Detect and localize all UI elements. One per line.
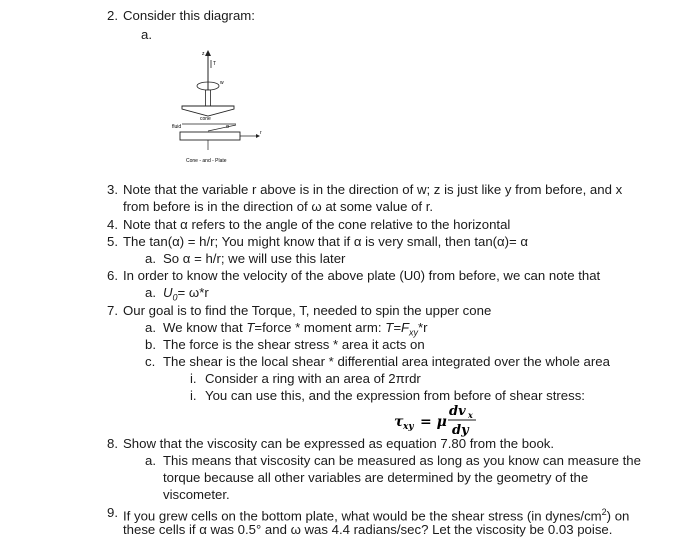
item-number-8: 8.: [107, 436, 118, 451]
diagram-r-label: r: [260, 130, 262, 136]
item-letter-7a: a.: [145, 320, 156, 335]
shaft: [206, 90, 211, 106]
item-number-7: 7.: [107, 303, 118, 318]
q7a-part6: *r: [418, 320, 428, 335]
velocity-symbol: U: [163, 285, 173, 300]
q7a-part2: T: [246, 320, 255, 335]
eq-numerator: dv: [449, 404, 466, 419]
eq-denominator: dy: [452, 423, 469, 438]
q7a-part1: We know that: [163, 320, 247, 335]
eq-tau: τ: [394, 414, 404, 430]
diagram-caption: Cone - and - Plate: [186, 158, 227, 164]
item-roman-7ci: i.: [190, 371, 197, 386]
q7a-part4: T=F: [385, 320, 410, 335]
item-roman-7cii: i.: [190, 388, 197, 403]
q9-superscript: 2: [601, 507, 607, 517]
item-number-9: 9.: [107, 505, 118, 520]
item-letter-2a: a.: [141, 27, 152, 42]
diagram-z-label: z: [202, 51, 205, 57]
question-3-line2: from before is in the direction of ω at some value of r.: [123, 199, 434, 214]
item-letter-7b: b.: [145, 337, 156, 352]
q9-line1-main: If you grew cells on the bottom plate, what would be the shear stress (in dynes/cm: [123, 508, 602, 524]
question-6-text: In order to know the velocity of the above plate (U0) from before, we can note that: [123, 268, 601, 283]
item-number-5: 5.: [107, 234, 118, 249]
item-letter-7c: c.: [145, 354, 156, 369]
axis-arrow-icon: [205, 50, 211, 56]
question-7-text: Our goal is to find the Torque, T, needed to spin the upper cone: [123, 303, 492, 318]
eq-numerator-subscript: x: [468, 410, 473, 420]
question-7cii-text: You can use this, and the expression from before of shear stress:: [205, 388, 585, 403]
diagram-t-label: T: [213, 61, 217, 67]
q7a-subscript: xy: [409, 327, 419, 338]
item-letter-5a: a.: [145, 251, 156, 266]
question-4-text: Note that α refers to the angle of the cone relative to the horizontal: [123, 217, 511, 232]
question-8a-line3: viscometer.: [163, 487, 230, 502]
item-letter-8a: a.: [145, 453, 156, 468]
question-2-text: Consider this diagram:: [123, 8, 255, 23]
cone-shape: [182, 106, 234, 116]
question-7c-text: The shear is the local shear * differential area integrated over the whole area: [163, 354, 610, 369]
question-8-text: Show that the viscosity can be expressed as equation 7.80 from the book.: [123, 436, 555, 451]
item-number-4: 4.: [107, 217, 118, 232]
question-5a-text: So α = h/r; we will use this later: [163, 251, 346, 266]
question-3-line1: Note that the variable r above is in the direction of w; z is just like y from before, and x: [123, 182, 623, 197]
eq-equals-mu: = μ: [420, 414, 447, 430]
question-7b-text: The force is the shear stress * area it acts on: [163, 337, 425, 352]
plate-shape: [180, 132, 240, 140]
question-8a-line1: This means that viscosity can be measured as long as you know can measure the: [163, 453, 641, 468]
item-number-6: 6.: [107, 268, 118, 283]
item-number-3: 3.: [107, 182, 118, 197]
cone-and-plate-diagram: [160, 46, 280, 170]
eq-tau-subscript: xy: [403, 422, 414, 432]
diagram-fluid-label: fluid: [172, 124, 182, 130]
q9-line1-end: ) on: [606, 508, 630, 524]
item-number-2: 2.: [107, 8, 118, 23]
shear-stress-equation: [392, 398, 482, 438]
item-letter-6a: a.: [145, 285, 156, 300]
question-8a-line2: torque because all other variables are determined by the geometry of the: [163, 470, 589, 485]
question-5-text: The tan(α) = h/r; You might know that if α is very small, then tan(α)= α: [123, 234, 529, 249]
question-7ci-text: Consider a ring with an area of 2πrdr: [205, 371, 421, 386]
cone-slope-line: [208, 125, 236, 131]
velocity-expression: = ω*r: [177, 285, 209, 300]
q7a-part3: =force * moment arm:: [254, 320, 386, 335]
question-9-line2: these cells if α was 0.5° and ω was 4.4 radians/sec? Let the viscosity be 0.03 poise.: [123, 522, 613, 537]
diagram-cone-label: cone: [200, 116, 211, 122]
diagram-w-label: w: [220, 80, 224, 86]
velocity-subscript: 0: [172, 292, 178, 303]
